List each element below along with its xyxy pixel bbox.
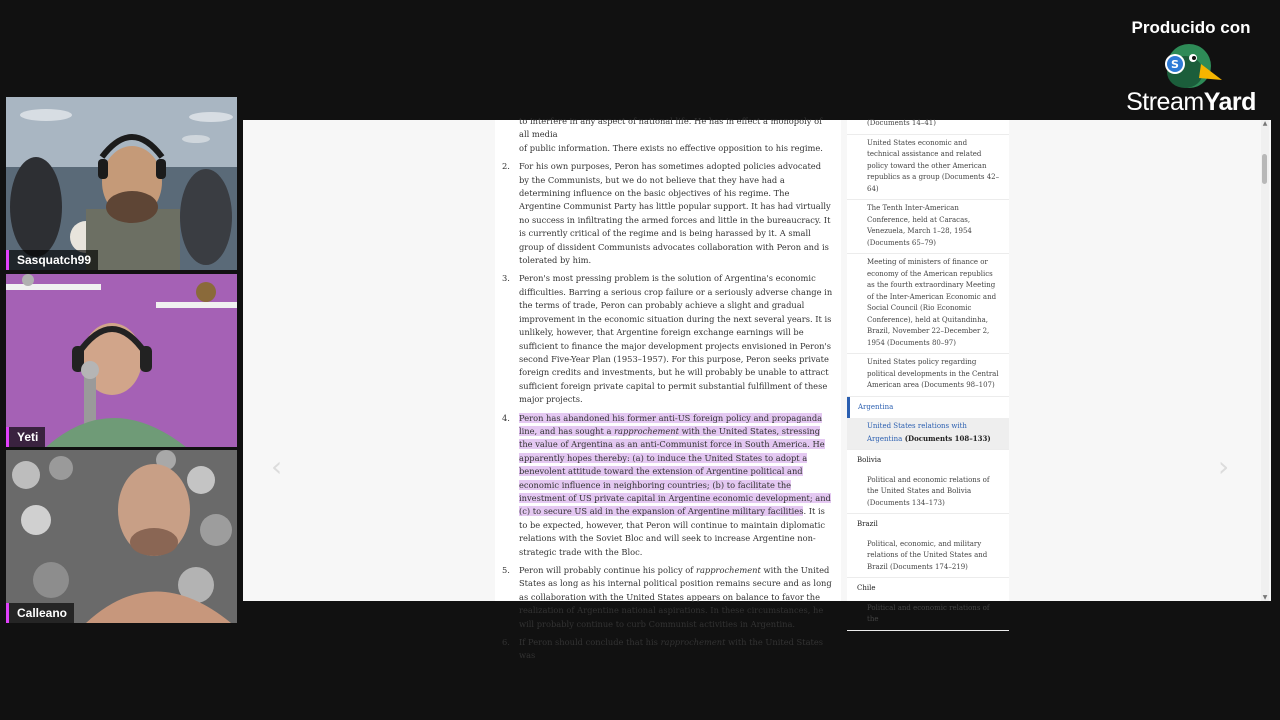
highlighted-text-part: with the United States, stressing the value of Argentina as an anti-Communist force in South America. He apparently hopes thereby: (a) to induce the United States to adopt a benevolent attitude toward the extension of Argentine political and economic influence in neighboring countries; (b) to facilitate the investment of US private capital in Argentine economic development; and (c) to secure US aid in the expansion of Argentine military facilities [519,425,831,517]
paragraph-text: with the United States as long as his internal political position remains secure and as long as collaboration with the United States appears on balance to favor the realization of Argentine national aspirations. In these circumstances, he will probably continue to curb Communist activities in Argentina. [519,565,832,629]
toc-item-label: United States policy regarding political developments in the Central American area (Documents 98–107) [867,358,999,389]
chevron-right-icon[interactable]: › [1218,450,1230,483]
toc-item[interactable] [847,135,1009,201]
toc-item-label: Political and economic relations of the United States and Bolivia (Documents 134–173) [867,475,990,507]
paragraph-number: 3. [502,273,510,284]
wordmark-stream: Stream [1126,88,1204,116]
partial-line-2: of public information. There exists no effective opposition to his regime. [519,142,823,153]
toc-item[interactable] [847,600,1009,631]
participant-name: Calleano [6,603,74,623]
toc-item-documents-range: (Documents 108–133) [902,433,991,443]
streamyard-duck-logo-icon [1159,42,1223,94]
highlighted-text-part: Peron has abandoned his former anti-US foreign policy and propaganda line, and has sought a [519,412,823,436]
partial-line-1: to interfere in any aspect of national life. He has in effect a monopoly of all media [519,116,823,140]
toc-item-fragment[interactable]: (Documents 14–41) [847,118,1009,135]
toc-item[interactable] [847,536,1009,579]
toc-item[interactable] [847,472,1009,515]
scrollbar[interactable] [1261,120,1269,601]
toc-section-heading[interactable]: Argentina [847,397,1009,419]
paragraph-text: with the United States was [519,637,824,661]
toc-section-heading[interactable]: Bolivia [857,456,882,464]
paragraph-5 [495,564,841,631]
toc-list [847,135,1009,631]
paragraph-2 [495,160,841,267]
chevron-left-icon[interactable]: ‹ [271,450,283,483]
highlighted-text [519,413,831,517]
paragraph-text: For his own purposes, Peron has sometimes adopted policies advocated by the Communists, but we do not believe that they have had a determining influence on the basic objectives of his regime. The Argentine Communist Party has little popular support. It has had virtually no success in infiltrating the armed forces and little in the bureaucracy. It is currently critical of the regime and is being harassed by it. A small group of dissident Communists advocates collaboration with Peron and is tolerated by him. [519,161,831,266]
highlighted-emphasis: rapprochement [614,425,679,436]
paragraph-text: Peron will probably continue his policy of [519,565,696,575]
paragraph-emphasis: rapprochement [695,565,761,575]
paragraph-number: 4. [502,412,510,423]
participant-name: Sasquatch99 [6,250,98,270]
document-content [495,116,841,661]
participant-name: Yeti [6,427,45,447]
toc-item-label: Meeting of ministers of finance or economy of the American republics as the fourth extraordinary Meeting of the Inter-American Economic and Social Council (Rio Economic Conference), held at Quitandinha, Brazil, November 22–December 2, 1954 (Documents 80–97) [867,258,997,347]
paragraph-number: 5. [502,565,510,575]
toc-item-label: United States economic and technical assistance and related policy toward the other American republics as a group (Documents 42–64) [867,138,1000,193]
toc-item-current[interactable] [847,418,1009,450]
shared-screen [243,116,1271,661]
participant-video-sasquatch99 [6,97,237,270]
paragraph-4 [495,412,841,559]
streamyard-wordmark [1116,88,1266,117]
svg-text:S: S [1171,58,1179,71]
participant-tile-sasquatch99 [6,97,237,270]
paragraph-number: 6. [502,637,510,648]
participant-video-calleano [6,450,237,623]
participant-tile-yeti [6,274,237,447]
partial-paragraph [495,115,841,155]
scrollbar-thumb[interactable] [1262,154,1267,184]
toc-section-heading[interactable]: Brazil [857,520,878,528]
toc-item[interactable] [847,354,1009,397]
scroll-up-arrow-icon[interactable]: ▲ [1262,120,1268,127]
participant-video-yeti [6,274,237,447]
toc-section-heading[interactable]: Chile [857,584,876,592]
table-of-contents-sidebar [847,119,1009,623]
streamyard-branding [1116,14,1266,124]
paragraph-text: . It is to be expected, however, that Peron will continue to maintain diplomatic relations with the Soviet Bloc and will seek to increase Argentine non-strategic trade with the Bloc. [519,506,826,557]
participant-tile-calleano [6,450,237,623]
toc-item-label: The Tenth Inter-American Conference, held at Caracas, Venezuela, March 1–28, 1954 (Documents 65–79) [867,204,972,247]
paragraph-emphasis: rapprochement [660,637,726,648]
toc-item-label: Political and economic relations of the [867,603,990,623]
paragraph-text: If Peron should conclude that his [519,637,661,648]
produced-with-label: Producido con [1131,18,1251,37]
wordmark-yard: Yard [1203,88,1256,116]
paragraph-3 [495,272,841,406]
toc-item-label: United States relations with Argentina [867,422,967,443]
toc-item[interactable] [847,254,1009,354]
paragraph-number: 2. [502,161,510,172]
scroll-down-arrow-icon[interactable]: ▼ [1262,594,1268,601]
paragraph-6 [495,636,841,663]
toc-item[interactable] [847,200,1009,254]
paragraph-text: Peron's most pressing problem is the solution of Argentina's economic difficulties. Barring a serious crop failure or a seriously adverse change in the terms of trade, Peron can probably achieve a slight and gradual improvement in the economic situation during the next several years. It is unlikely, however, that Argentine foreign exchange earnings will be sufficient to finance the major development projects envisioned in Peron's second Five-Year Plan (1953–1957). For this purpose, Peron seeks private foreign credits and investments, but he will probably be unable to attract sufficient foreign private capital to permit substantial fulfillment of these major projects. [519,273,833,405]
toc-item-label: Political, economic, and military relations of the United States and Brazil (Documents 174–219) [867,539,988,571]
